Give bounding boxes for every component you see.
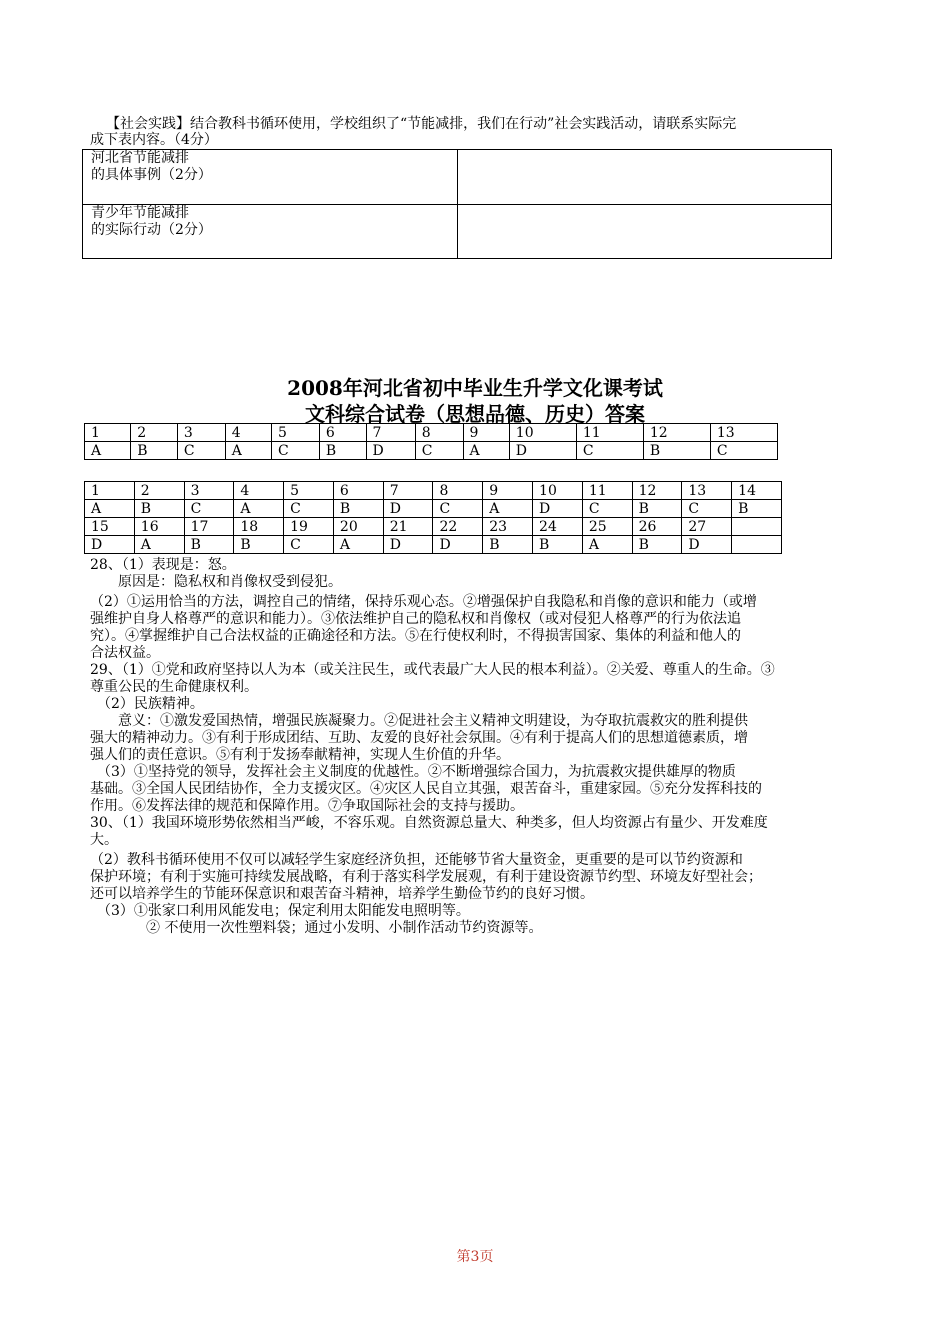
- table-cell: 11: [582, 482, 632, 500]
- table-cell: D: [533, 500, 583, 518]
- table-row: [85, 536, 782, 554]
- answer-line: 强人们的责任意识。⑤有利于发扬奉献精神，实现人生价值的升华。: [90, 747, 510, 763]
- table-cell: 15: [85, 518, 135, 536]
- table-cell: B: [184, 536, 234, 554]
- table-cell: D: [85, 536, 135, 554]
- answer-line: （2）民族精神。: [90, 696, 204, 712]
- table-cell: B: [533, 536, 583, 554]
- table-cell: B: [319, 442, 366, 460]
- answer-line: ② 不使用一次性塑料袋；通过小发明、小制作活动节约资源等。: [90, 920, 543, 936]
- answer-line: 尊重公民的生命健康权利。: [90, 679, 258, 695]
- table-cell: D: [682, 536, 732, 554]
- table-cell: A: [85, 500, 135, 518]
- table-cell: A: [463, 442, 509, 460]
- practice-row: [83, 205, 832, 259]
- table-cell: D: [433, 536, 483, 554]
- table-cell: 6: [319, 424, 366, 442]
- table-cell: B: [333, 500, 383, 518]
- practice-label-cell: [83, 205, 458, 259]
- table-cell: B: [632, 536, 682, 554]
- table-cell: 24: [533, 518, 583, 536]
- table-cell: D: [383, 500, 433, 518]
- table-cell: C: [582, 500, 632, 518]
- table-cell: C: [433, 500, 483, 518]
- answer-line: 原因是：隐私权和肖像权受到侵犯。: [90, 574, 342, 590]
- table-row: [85, 442, 778, 460]
- table-cell: 20: [333, 518, 383, 536]
- table-cell: C: [415, 442, 463, 460]
- table-cell: 10: [533, 482, 583, 500]
- table-cell: 5: [271, 424, 319, 442]
- practice-row: [83, 150, 832, 205]
- table-cell: 23: [483, 518, 533, 536]
- table-cell: [732, 536, 782, 554]
- table-cell: A: [85, 442, 131, 460]
- table-cell: 4: [225, 424, 271, 442]
- answer-subtitle: 文科综合试卷（思想品德、历史）答案: [305, 402, 645, 426]
- answer-line: 意义：①激发爱国热情，增强民族凝聚力。②促进社会主义精神文明建设，为夺取抗震救灾的胜利提供: [90, 713, 748, 729]
- table-cell: 9: [463, 424, 509, 442]
- answer-line: 强大的精神动力。③有利于形成团结、互助、友爱的良好社会氛围。④有利于提高人们的思想道德素质，增: [90, 730, 748, 746]
- table-cell: 10: [509, 424, 576, 442]
- intro-line-1: 【社会实践】结合教科书循环使用，学校组织了“节能减排，我们在行动”社会实践活动，请联系实际完: [106, 116, 737, 132]
- table-cell: 8: [415, 424, 463, 442]
- answer-title: 2008年河北省初中毕业生升学文化课考试: [287, 376, 663, 400]
- table-cell: C: [284, 536, 334, 554]
- table-cell: 7: [383, 482, 433, 500]
- table-cell: 26: [632, 518, 682, 536]
- table-cell: B: [234, 536, 284, 554]
- table-cell: B: [483, 536, 533, 554]
- page-number: 第3页: [456, 1249, 494, 1265]
- table-cell: 5: [284, 482, 334, 500]
- table-cell: 3: [177, 424, 225, 442]
- table-cell: 2: [131, 424, 178, 442]
- answer-line: 究）。④掌握维护自己合法权益的正确途径和方法。⑤在行使权利时，不得损害国家、集体的利益和他人的: [90, 628, 741, 644]
- answer-line: （2）①运用恰当的方法，调控自己的情绪，保持乐观心态。②增强保护自我隐私和肖像的意识和能力（或增: [90, 594, 757, 610]
- table-row: [85, 424, 778, 442]
- table-cell: C: [177, 442, 225, 460]
- answer-table-1: [84, 423, 778, 460]
- table-cell: 22: [433, 518, 483, 536]
- practice-answer-cell[interactable]: [458, 205, 832, 259]
- answer-line: （3）①张家口利用风能发电；保定利用太阳能发电照明等。: [90, 903, 470, 919]
- table-cell: 19: [284, 518, 334, 536]
- practice-label-line: 青少年节能减排: [91, 205, 189, 221]
- answer-line: 保护环境；有利于实施可持续发展战略，有利于落实科学发展观，有利于建设资源节约型、环境友好型社会；: [90, 869, 762, 885]
- table-cell: A: [582, 536, 632, 554]
- answer-line: 作用。⑥发挥法律的规范和保障作用。⑦争取国际社会的支持与援助。: [90, 798, 524, 814]
- practice-label-cell: [83, 150, 458, 205]
- table-cell: C: [710, 442, 777, 460]
- answer-line: 强维护自身人格尊严的意识和能力）。③依法维护自己的隐私权和肖像权（或对侵犯人格尊严的行为依法追: [90, 611, 741, 627]
- answer-line: 30、（1）我国环境形势依然相当严峻，不容乐观。自然资源总量大、种类多，但人均资源占有量少、开发难度: [90, 815, 768, 831]
- table-row: [85, 518, 782, 536]
- answer-line: （3）①坚持党的领导，发挥社会主义制度的优越性。②不断增强综合国力，为抗震救灾提供雄厚的物质: [90, 764, 736, 780]
- table-cell: 11: [576, 424, 643, 442]
- answer-line: 大。: [90, 832, 118, 848]
- table-row: [85, 500, 782, 518]
- table-cell: C: [576, 442, 643, 460]
- practice-label-line: 河北省节能减排: [91, 150, 189, 166]
- table-cell: B: [632, 500, 682, 518]
- table-cell: B: [732, 500, 782, 518]
- table-cell: B: [643, 442, 710, 460]
- table-cell: 4: [234, 482, 284, 500]
- table-cell: C: [184, 500, 234, 518]
- practice-table: [82, 149, 832, 259]
- table-cell: 1: [85, 424, 131, 442]
- table-cell: 25: [582, 518, 632, 536]
- answer-table-2: [84, 481, 782, 554]
- table-cell: A: [234, 500, 284, 518]
- practice-label-line: 的实际行动（2分）: [91, 222, 212, 238]
- table-cell: 6: [333, 482, 383, 500]
- table-cell: 21: [383, 518, 433, 536]
- table-cell: 18: [234, 518, 284, 536]
- table-cell: 12: [643, 424, 710, 442]
- table-cell: 17: [184, 518, 234, 536]
- table-cell: C: [271, 442, 319, 460]
- table-cell: C: [682, 500, 732, 518]
- table-cell: A: [225, 442, 271, 460]
- practice-answer-cell[interactable]: [458, 150, 832, 205]
- table-cell: A: [333, 536, 383, 554]
- answer-line: （2）教科书循环使用不仅可以减轻学生家庭经济负担，还能够节省大量资金，更重要的是可以节约资源和: [90, 852, 743, 868]
- table-cell: C: [284, 500, 334, 518]
- table-cell: D: [383, 536, 433, 554]
- table-cell: 14: [732, 482, 782, 500]
- table-cell: B: [134, 500, 184, 518]
- table-cell: 9: [483, 482, 533, 500]
- table-cell: D: [509, 442, 576, 460]
- table-cell: 3: [184, 482, 234, 500]
- table-cell: 7: [366, 424, 415, 442]
- table-cell: 12: [632, 482, 682, 500]
- answer-line: 基础。③全国人民团结协作，全力支援灾区。④灾区人民自立其强，艰苦奋斗，重建家园。⑤充分发挥科技的: [90, 781, 762, 797]
- answer-line: 还可以培养学生的节能环保意识和艰苦奋斗精神，培养学生勤俭节约的良好习惯。: [90, 886, 594, 902]
- answer-line: 28、（1）表现是：怒。: [90, 557, 236, 573]
- intro-line-2: 成下表内容。（4分）: [90, 132, 218, 148]
- table-cell: 13: [682, 482, 732, 500]
- table-cell: 2: [134, 482, 184, 500]
- table-cell: 8: [433, 482, 483, 500]
- table-cell: A: [134, 536, 184, 554]
- table-cell: 1: [85, 482, 135, 500]
- table-row: [85, 482, 782, 500]
- table-cell: A: [483, 500, 533, 518]
- table-cell: 27: [682, 518, 732, 536]
- table-cell: 16: [134, 518, 184, 536]
- answer-line: 合法权益。: [90, 645, 160, 661]
- table-cell: D: [366, 442, 415, 460]
- answer-line: 29、（1）①党和政府坚持以人为本（或关注民生，或代表最广大人民的根本利益）。②关爱、尊重人的生命。③: [90, 662, 775, 678]
- table-cell: [732, 518, 782, 536]
- table-cell: 13: [710, 424, 777, 442]
- table-cell: B: [131, 442, 178, 460]
- practice-label-line: 的具体事例（2分）: [91, 167, 212, 183]
